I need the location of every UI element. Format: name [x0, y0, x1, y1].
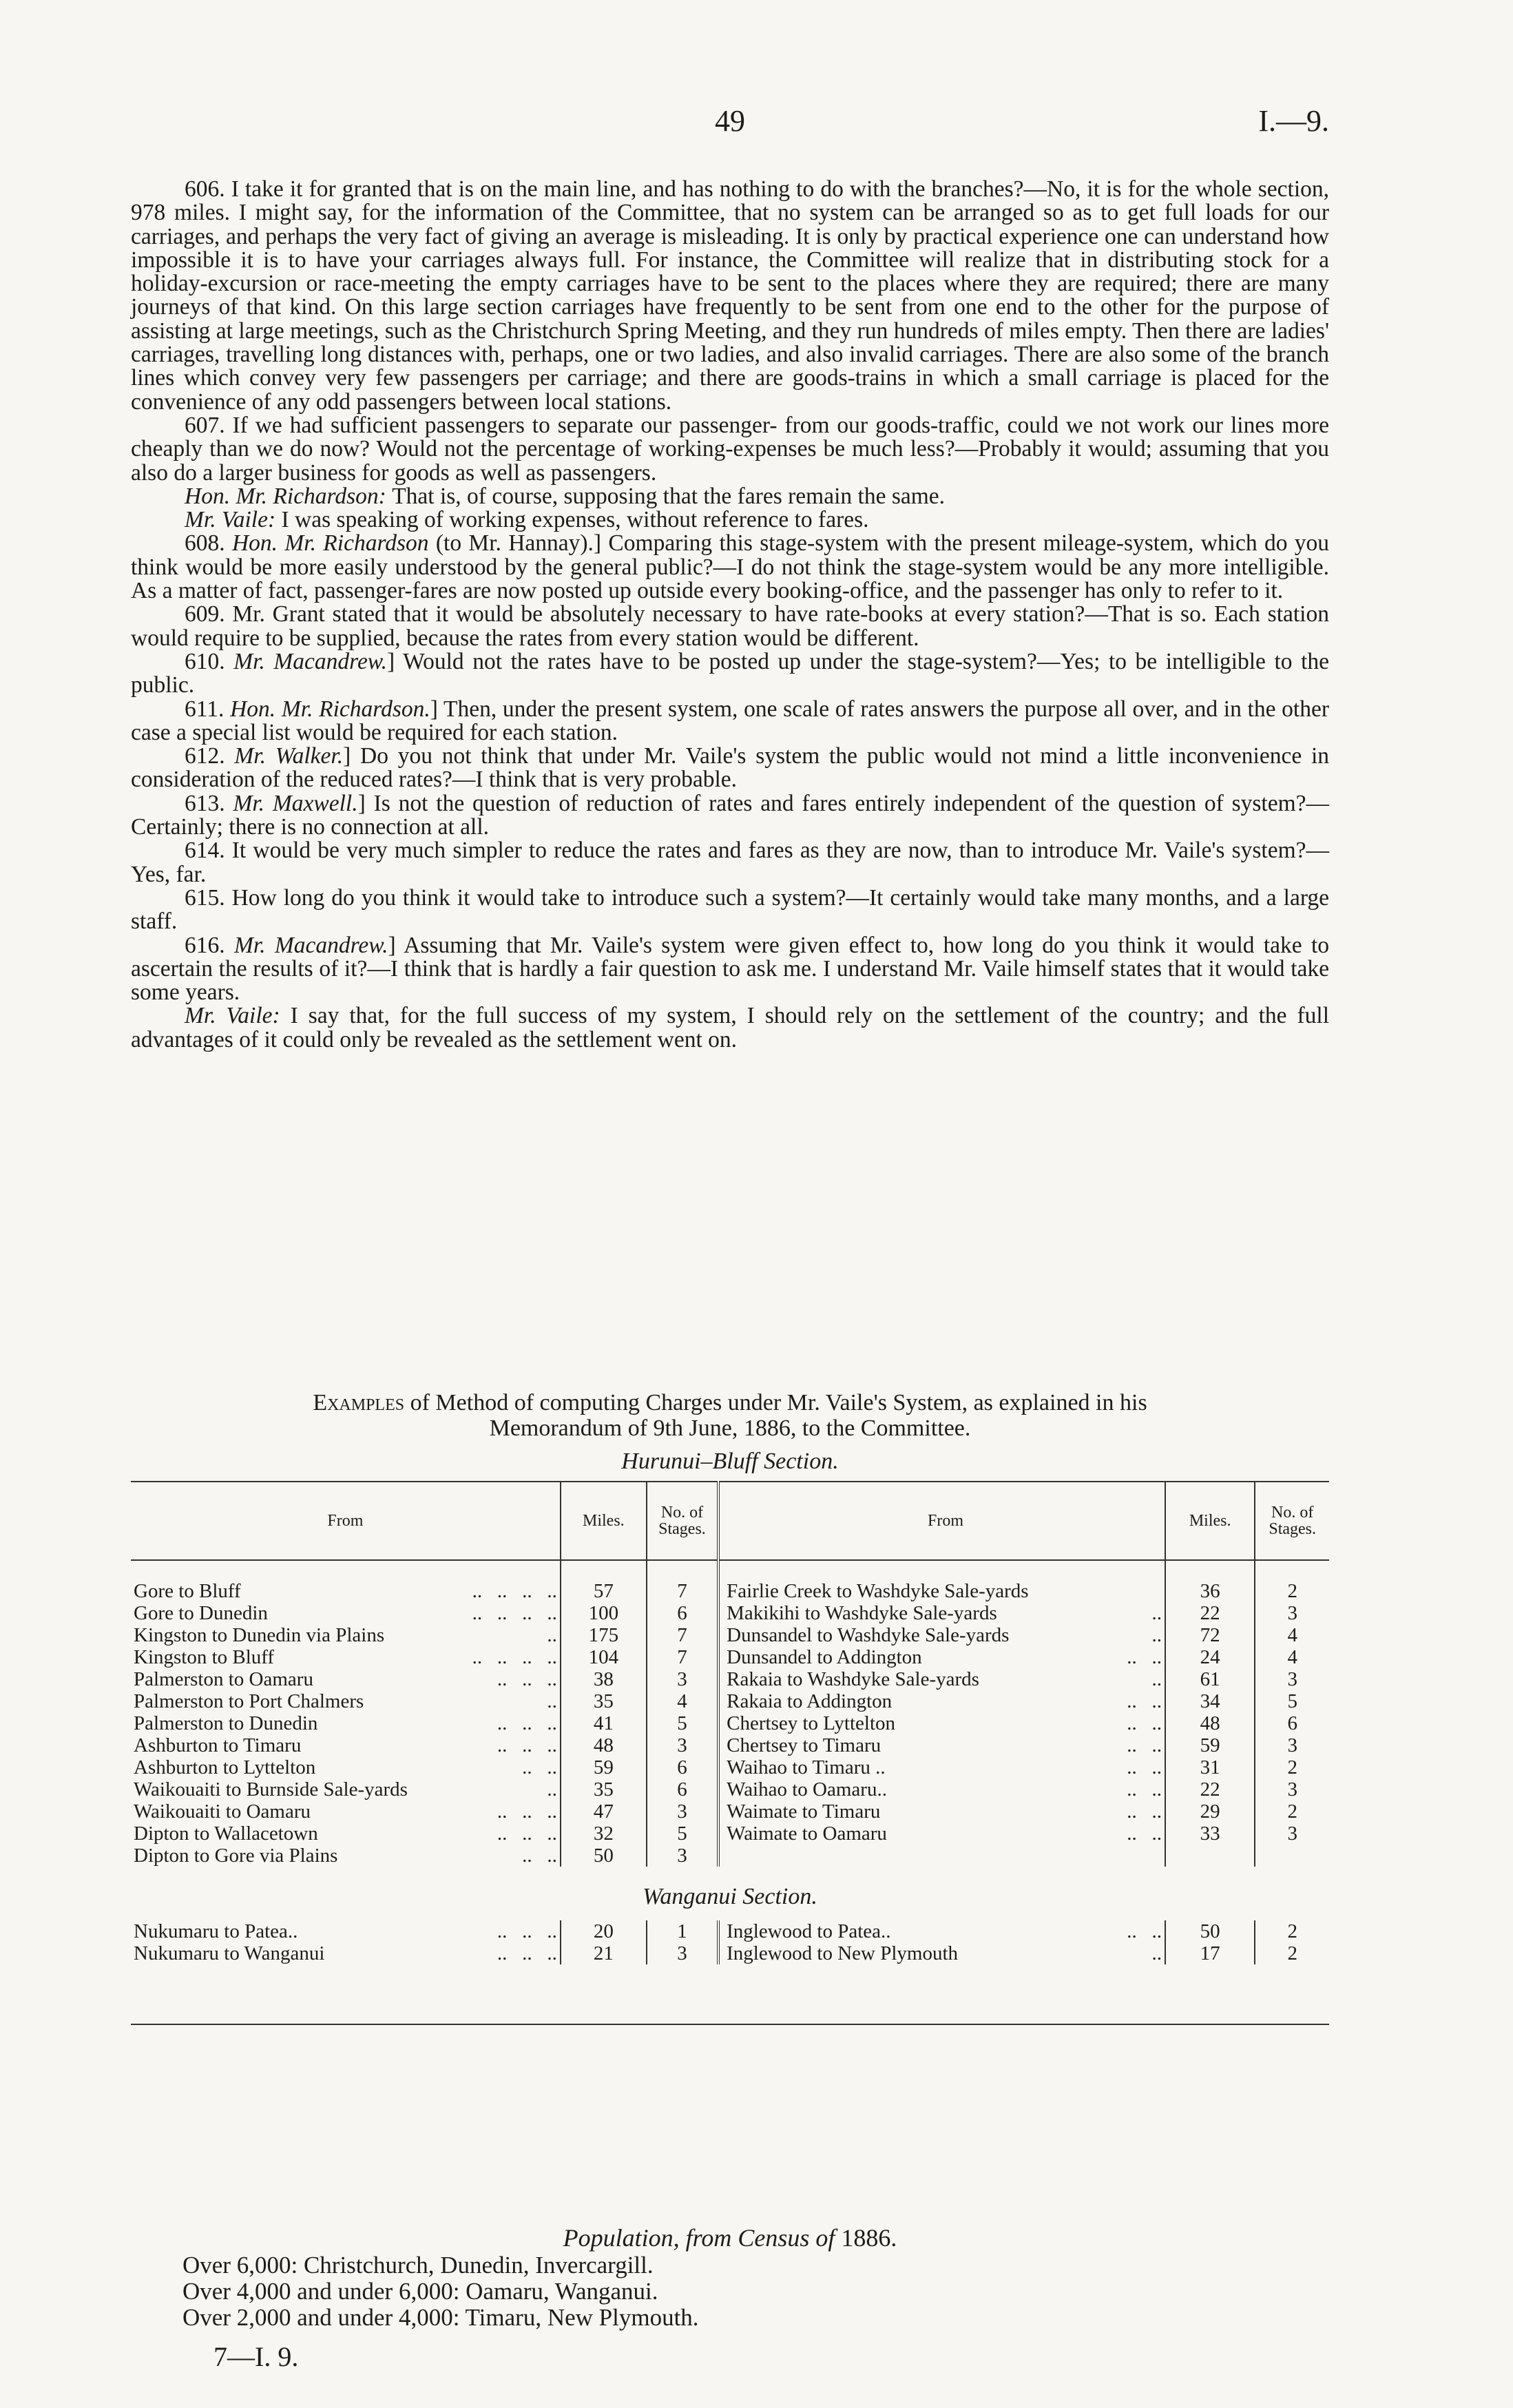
route-miles: 36	[1165, 1580, 1255, 1602]
route-stages: 4	[1255, 1646, 1329, 1668]
route-miles: 175	[561, 1624, 647, 1646]
route-miles	[1165, 1845, 1255, 1867]
speaker-name: Mr. Maxwell.	[233, 790, 358, 816]
route-miles: 32	[561, 1823, 647, 1845]
leader-dots: .. .. ..	[497, 1823, 557, 1845]
wanganui-table-body	[131, 1920, 1329, 1964]
route-miles: 34	[1165, 1690, 1255, 1712]
route-stages: 7	[647, 1624, 718, 1646]
table-row	[131, 1690, 1329, 1712]
route-stages: 3	[1255, 1778, 1329, 1800]
route-miles: 72	[1165, 1624, 1255, 1646]
route-from: Chertsey to Lyttelton .. ..	[727, 1712, 1162, 1734]
leader-dots: ..	[547, 1624, 557, 1646]
paragraph-610: 610. Mr. Macandrew.] Would not the rates have to be posted up under the stage-system?—Yes; to be intelligible to the public.	[131, 648, 1329, 698]
table-row	[131, 1778, 1329, 1800]
route-stages: 2	[1255, 1756, 1329, 1778]
route-miles: 47	[561, 1800, 647, 1823]
population-line: Over 4,000 and under 6,000: Oamaru, Wanganui.	[182, 2278, 658, 2305]
dialogue-richardson: Hon. Mr. Richardson: That is, of course, supposing that the fares remain the same.	[185, 483, 946, 509]
speaker-name: Mr. Macandrew.	[233, 648, 388, 674]
route-miles: 22	[1165, 1778, 1255, 1800]
leader-dots: .. .. ..	[497, 1942, 557, 1964]
route-stages: 2	[1255, 1580, 1329, 1602]
leader-dots: .. ..	[1127, 1712, 1162, 1734]
paragraph-606: 606. I take it for granted that is on the main line, and has nothing to do with the branches?—No, it is for the whole section, 978 miles. I might say, for the information of the Committee, that no system can be arranged so as to get full loads for our carriages, and perhaps the very fact of giving an average is misleading. It is only by practical experience one can understand how impossible it is to have your carriages always full. For instance, the Committee will realize that in distributing stock for a holiday-excursion or race-meeting the empty carriages have to be sent to the places where they are required; there are many journeys of that kind. On this large section carriages have frequently to be sent from one end to the other for the purpose of assisting at large meetings, such as the Christchurch Spring Meeting, and they run hundreds of miles empty. Then there are ladies' carriages, travelling long distances with, perhaps, one or two ladies, and also invalid carriages. There are also some of the branch lines which convey very few passengers per carriage; and there are goods-trains in which a small carriage is placed for the convenience of any odd passengers between local stations.	[131, 176, 1329, 415]
route-from: Rakaia to Washdyke Sale-yards ..	[727, 1668, 1162, 1690]
route-from: Makikihi to Washdyke Sale-yards ..	[727, 1602, 1162, 1624]
route-from: Dipton to Gore via Plains .. ..	[134, 1845, 557, 1867]
route-miles: 31	[1165, 1756, 1255, 1778]
route-stages: 2	[1255, 1920, 1329, 1942]
leader-dots: .. ..	[1127, 1778, 1162, 1800]
route-stages: 5	[647, 1823, 718, 1845]
table-row	[131, 1845, 1329, 1867]
speaker-name: Mr. Walker.	[234, 743, 344, 769]
route-miles: 17	[1165, 1942, 1255, 1964]
leader-dots: .. ..	[1127, 1756, 1162, 1778]
table-row	[131, 1712, 1329, 1734]
route-stages: 3	[647, 1734, 718, 1756]
route-from: Palmerston to Dunedin .. .. ..	[134, 1712, 557, 1734]
hurunui-section-title: Hurunui–Bluff Section.	[621, 1449, 839, 1474]
paragraph-608: 608. Hon. Mr. Richardson (to Mr. Hannay).] Comparing this stage-system with the present mileage-system, which do you think would be more easily understood by the general public?—I do not think the stage-system would be any more intelligible. As a matter of fact, passenger-fares are now posted up outside every booking-office, and the passenger has only to refer to it.	[131, 530, 1330, 604]
route-from: Rakaia to Addington .. ..	[727, 1690, 1162, 1712]
population-line: Over 6,000: Christchurch, Dunedin, Invercargill.	[182, 2252, 654, 2279]
route-stages: 3	[647, 1942, 718, 1964]
col-header-miles: Miles.	[1165, 1482, 1255, 1560]
table-row	[131, 1602, 1329, 1624]
route-from: Dunsandel to Washdyke Sale-yards ..	[727, 1624, 1162, 1646]
route-miles: 35	[561, 1778, 647, 1800]
hurunui-table	[131, 1481, 1329, 1867]
table-row	[131, 1580, 1329, 1602]
paragraph-609: 609. Mr. Grant stated that it would be absolutely necessary to have rate-books at every station?—That is so. Each station would require to be supplied, because the rates from every station would be different.	[131, 601, 1329, 651]
route-stages: 7	[647, 1646, 718, 1668]
route-miles: 50	[1165, 1920, 1255, 1942]
leader-dots: .. .. ..	[497, 1800, 557, 1823]
wanganui-table	[131, 1920, 1329, 1964]
paragraph-613: 613. Mr. Maxwell.] Is not the question of reduction of rates and fares entirely independent of the question of system?—Certainly; there is no connection at all.	[131, 790, 1329, 840]
page-header	[131, 103, 1329, 152]
col-header-miles: Miles.	[561, 1482, 647, 1560]
route-miles: 33	[1165, 1823, 1255, 1845]
route-stages: 3	[647, 1668, 718, 1690]
leader-dots: ..	[1151, 1624, 1162, 1646]
route-miles: 57	[561, 1580, 647, 1602]
col-header-from: From	[131, 1482, 561, 1560]
route-from: Gore to Bluff .. .. .. ..	[134, 1580, 557, 1602]
route-from: Kingston to Dunedin via Plains ..	[134, 1624, 557, 1646]
route-from: Palmerston to Port Chalmers ..	[134, 1690, 557, 1712]
speaker-name: Hon. Mr. Richardson	[185, 483, 379, 509]
route-miles: 104	[561, 1646, 647, 1668]
route-from: Nukumaru to Wanganui .. .. ..	[134, 1942, 557, 1964]
route-from: Dipton to Wallacetown .. .. ..	[134, 1823, 557, 1845]
route-from: Ashburton to Lyttelton .. ..	[134, 1756, 557, 1778]
route-stages: 3	[1255, 1823, 1329, 1845]
table-row	[131, 1668, 1329, 1690]
paragraph-612: 612. Mr. Walker.] Do you not think that under Mr. Vaile's system the public would not mind a little inconvenience in consideration of the reduced rates?—I think that is very probable.	[131, 743, 1330, 793]
table-header-row	[131, 1482, 1329, 1560]
leader-dots: .. ..	[1127, 1734, 1162, 1756]
paragraph-607: 607. If we had sufficient passengers to separate our passenger- from our goods-traffic, could we not work our lines more cheaply than we do now? Would not the percentage of working-expenses be much less?—Probably it would; assuming that you also do a larger business for goods as well as passengers.	[131, 412, 1329, 486]
leader-dots: ..	[1151, 1668, 1162, 1690]
route-from: Inglewood to New Plymouth ..	[727, 1942, 1162, 1964]
paragraph-615: 615. How long do you think it would take to introduce such a system?—It certainly would take many months, and a large staff.	[131, 884, 1329, 935]
table-row	[131, 1920, 1329, 1942]
table-row	[131, 1756, 1329, 1778]
route-stages: 3	[1255, 1734, 1329, 1756]
leader-dots: .. .. .. ..	[472, 1646, 557, 1668]
leader-dots: .. ..	[1127, 1823, 1162, 1845]
route-miles: 35	[561, 1690, 647, 1712]
route-from: Waikouaiti to Oamaru .. .. ..	[134, 1800, 557, 1823]
route-miles: 24	[1165, 1646, 1255, 1668]
document-reference: I.—9.	[1258, 104, 1329, 138]
route-stages: 4	[647, 1690, 718, 1712]
route-stages: 6	[647, 1756, 718, 1778]
wanganui-section-title: Wanganui Section.	[643, 1884, 817, 1909]
leader-dots: ..	[547, 1778, 557, 1800]
route-stages: 6	[1255, 1712, 1329, 1734]
table-row	[131, 1800, 1329, 1823]
evidence-text	[131, 178, 1329, 1052]
table-row	[131, 1734, 1329, 1756]
dialogue-text: I was speaking of working expenses, without reference to fares.	[281, 507, 869, 533]
route-stages: 5	[647, 1712, 718, 1734]
route-miles: 41	[561, 1712, 647, 1734]
route-miles: 21	[561, 1942, 647, 1964]
col-header-stages: No. of Stages.	[647, 1482, 718, 1560]
leader-dots: .. ..	[522, 1845, 557, 1867]
leader-dots: .. .. .. ..	[472, 1580, 557, 1602]
route-stages: 2	[1255, 1800, 1329, 1823]
route-from: Waihao to Timaru .. .. ..	[727, 1756, 1162, 1778]
route-from: Waimate to Timaru .. ..	[727, 1800, 1162, 1823]
route-from: Waimate to Oamaru .. ..	[727, 1823, 1162, 1845]
hurunui-table-body	[131, 1580, 1329, 1867]
population-line: Over 2,000 and under 4,000: Timaru, New Plymouth.	[182, 2304, 699, 2331]
route-stages: 5	[1255, 1690, 1329, 1712]
leader-dots: .. ..	[1127, 1690, 1162, 1712]
leader-dots: .. ..	[1127, 1920, 1162, 1942]
final-statement: Mr. Vaile: I say that, for the full success of my system, I should rely on the settlement of the country; and the full advantages of it could only be revealed as the settlement went on.	[131, 1003, 1330, 1052]
route-stages: 4	[1255, 1624, 1329, 1646]
dialogue-vaile: Mr. Vaile: I was speaking of working expenses, without reference to fares.	[185, 507, 869, 533]
route-stages: 3	[1255, 1668, 1329, 1690]
route-stages: 3	[1255, 1602, 1329, 1624]
route-miles: 59	[561, 1756, 647, 1778]
route-stages: 1	[647, 1920, 718, 1942]
route-from: Waikouaiti to Burnside Sale-yards ..	[134, 1778, 557, 1800]
footer-reference: 7—I. 9.	[213, 2341, 299, 2372]
leader-dots: .. .. ..	[497, 1920, 557, 1942]
route-stages: 3	[647, 1800, 718, 1823]
page-number: 49	[715, 104, 745, 138]
route-from: Inglewood to Patea.. .. ..	[727, 1920, 1162, 1942]
paragraph-611: 611. Hon. Mr. Richardson.] Then, under the present system, one scale of rates answers the purpose all over, and in the other case a special list would be required for each station.	[131, 696, 1330, 745]
population-title: Population, from Census of 1886.	[563, 2224, 897, 2252]
route-from: Palmerston to Oamaru .. .. ..	[134, 1668, 557, 1690]
paragraph-616: 616. Mr. Macandrew.] Assuming that Mr. Vaile's system were given effect to, how long do you think it would take to ascertain the results of it?—I think that is hardly a fair question to ask me. I understand Mr. Vaile himself states that it would take some years.	[131, 932, 1329, 1006]
route-from: Chertsey to Timaru .. ..	[727, 1734, 1162, 1756]
route-miles: 61	[1165, 1668, 1255, 1690]
table-row	[131, 1942, 1329, 1964]
route-from: Gore to Dunedin .. .. .. ..	[134, 1602, 557, 1624]
col-header-stages: No. of Stages.	[1255, 1482, 1329, 1560]
route-from: Nukumaru to Patea.. .. .. ..	[134, 1920, 557, 1942]
route-from: Fairlie Creek to Washdyke Sale-yards	[727, 1580, 1029, 1602]
route-miles: 20	[561, 1920, 647, 1942]
population-list	[182, 2252, 699, 2331]
route-from: Ashburton to Timaru .. .. ..	[134, 1734, 557, 1756]
dialogue-text: That is, of course, supposing that the fares remain the same.	[392, 483, 946, 509]
table-row	[131, 1624, 1329, 1646]
route-from: Dunsandel to Addington .. ..	[727, 1646, 1162, 1668]
leader-dots: .. ..	[1127, 1646, 1162, 1668]
leader-dots: .. ..	[522, 1756, 557, 1778]
route-miles: 29	[1165, 1800, 1255, 1823]
table-row	[131, 1646, 1329, 1668]
route-miles: 50	[561, 1845, 647, 1867]
table-row	[131, 1823, 1329, 1845]
leader-dots: ..	[1151, 1602, 1162, 1624]
route-stages: 6	[647, 1778, 718, 1800]
speaker-name: Mr. Macandrew.	[233, 932, 388, 958]
route-stages: 2	[1255, 1942, 1329, 1964]
speaker-name: Hon. Mr. Richardson	[231, 530, 429, 557]
route-from	[718, 1845, 1165, 1867]
col-header-from: From	[718, 1482, 1165, 1560]
paragraph-614: 614. It would be very much simpler to reduce the rates and fares as they are now, than to introduce Mr. Vaile's system?—Yes, far.	[131, 838, 1329, 887]
leader-dots: ..	[1151, 1942, 1162, 1964]
route-miles: 100	[561, 1602, 647, 1624]
examples-title: Examples of Method of computing Charges under Mr. Vaile's System, as explained in his Memorandum of 9th June, 1886, to the Committee.	[313, 1390, 1147, 1441]
leader-dots: .. .. ..	[497, 1668, 557, 1690]
leader-dots: .. .. ..	[497, 1712, 557, 1734]
route-stages: 6	[647, 1602, 718, 1624]
leader-dots: .. .. ..	[497, 1734, 557, 1756]
route-miles: 48	[1165, 1712, 1255, 1734]
route-from: Waihao to Oamaru.. .. ..	[727, 1778, 1162, 1800]
table-bottom-rule	[131, 2024, 1329, 2025]
speaker-name: Hon. Mr. Richardson.	[230, 696, 430, 722]
route-miles: 22	[1165, 1602, 1255, 1624]
leader-dots: .. .. .. ..	[472, 1602, 557, 1624]
leader-dots: .. ..	[1127, 1800, 1162, 1823]
route-stages: 7	[647, 1580, 718, 1602]
leader-dots: ..	[547, 1690, 557, 1712]
route-stages	[1255, 1845, 1329, 1867]
route-stages: 3	[647, 1845, 718, 1867]
speaker-name: Mr. Vaile	[185, 507, 268, 533]
speaker-name: Mr. Vaile	[185, 1003, 273, 1029]
route-from: Kingston to Bluff .. .. .. ..	[134, 1646, 557, 1668]
route-miles: 48	[561, 1734, 647, 1756]
route-miles: 38	[561, 1668, 647, 1690]
route-miles: 59	[1165, 1734, 1255, 1756]
